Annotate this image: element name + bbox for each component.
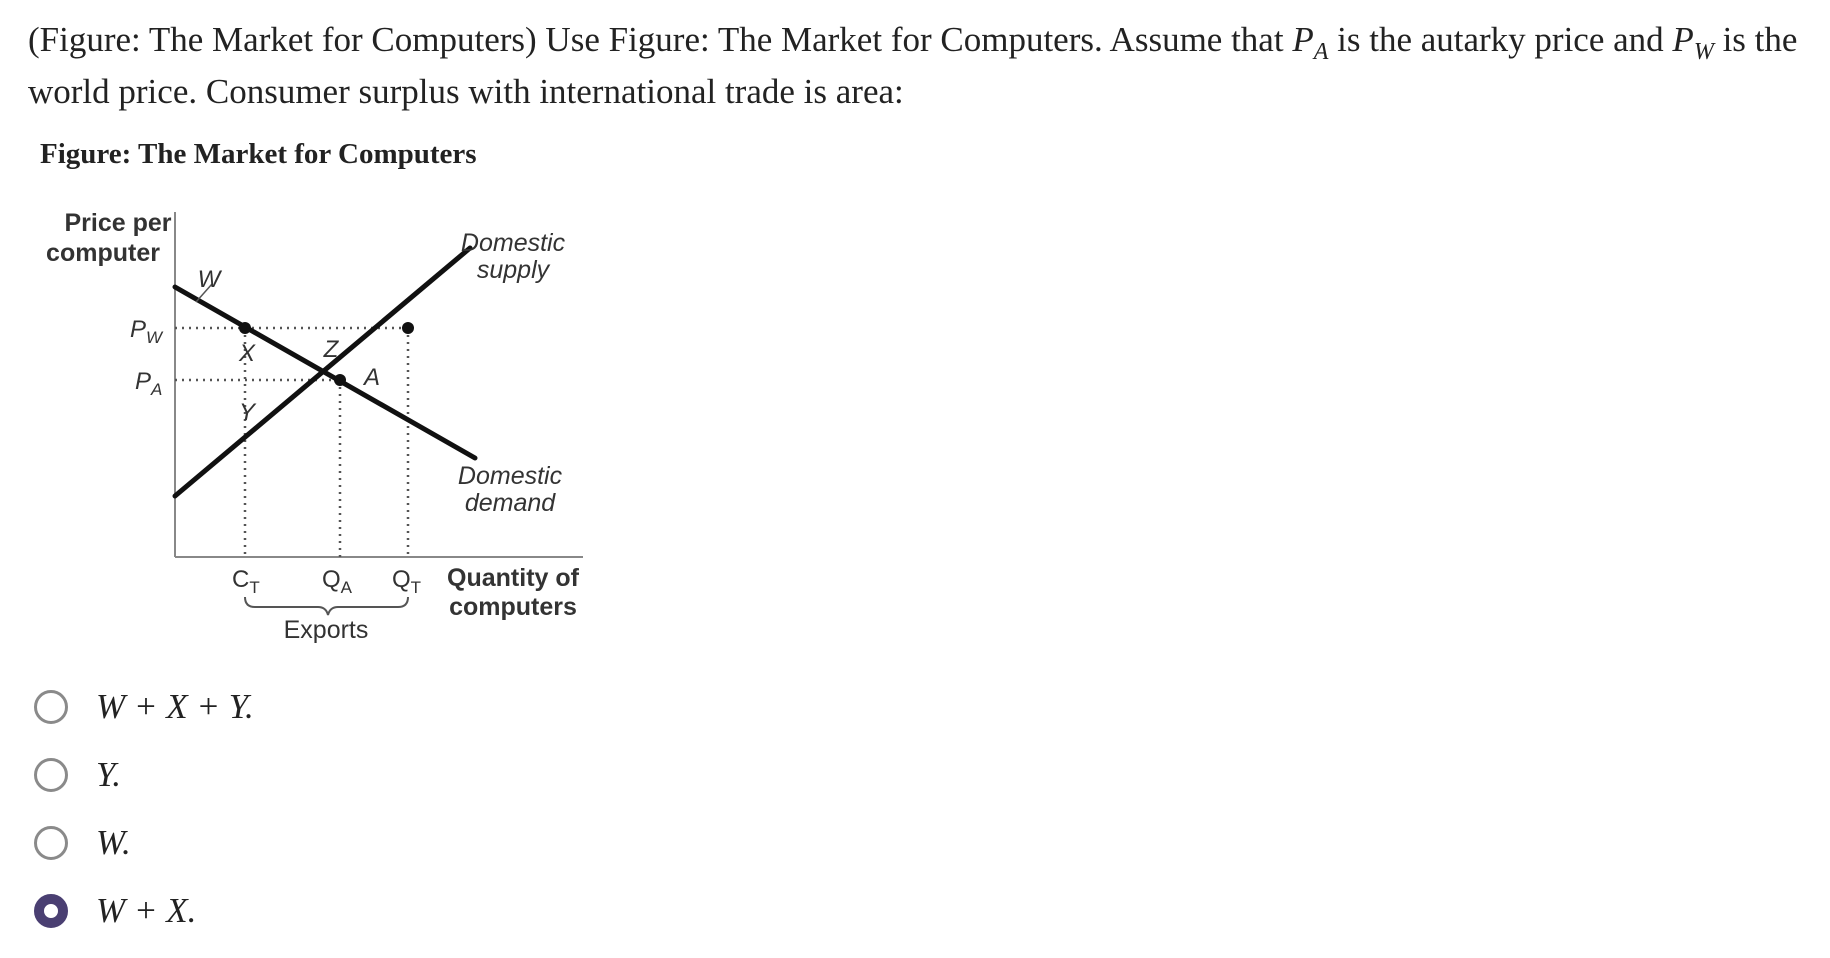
supply-at-world-price-point: [402, 322, 414, 334]
area-y-label: Y: [238, 399, 256, 426]
choice-label: W.: [96, 823, 131, 862]
choice-label: Y.: [96, 755, 122, 794]
y-axis-label-line-1: Price per: [64, 209, 172, 237]
y-axis-label-line-2: computer: [46, 239, 160, 267]
radio-y[interactable]: [34, 758, 68, 792]
tick-pa: $P_A$: [135, 368, 163, 399]
x-axis-label-line-1: Quantity of: [447, 564, 579, 592]
domestic-demand-curve: [175, 287, 475, 458]
demand-at-world-price-point: [239, 322, 251, 334]
question-part-1: (Figure: The Market for Computers) Use Figure: The Market for Computers. Assume that: [28, 20, 1293, 59]
demand-label-line-1: Domestic: [457, 462, 563, 490]
choice-label: W + X + Y.: [96, 687, 254, 726]
dotted-guides: [175, 328, 408, 557]
figure-title: Figure: The Market for Computers: [40, 138, 477, 170]
supply-label-line-1: Domestic: [460, 229, 566, 257]
exports-brace: [245, 597, 408, 615]
radio-w[interactable]: [34, 826, 68, 860]
choice-w-x[interactable]: [34, 886, 434, 936]
world-price-subscript: W: [1693, 39, 1714, 65]
choice-label: W + X.: [96, 891, 197, 930]
choice-y[interactable]: [34, 750, 434, 800]
radio-w-x-y[interactable]: [34, 690, 68, 724]
world-price-symbol: P: [1672, 20, 1694, 59]
area-z-label: Z: [323, 336, 339, 363]
autarky-equilibrium-point: [334, 374, 346, 386]
choice-w[interactable]: [34, 818, 434, 868]
tick-pw: $P_W$: [130, 316, 163, 347]
demand-label-line-2: demand: [464, 489, 556, 517]
question-part-3: is the world price. Consumer surplus with international trade is area:: [28, 20, 1798, 111]
tick-ct: $C_T$: [232, 566, 260, 597]
area-x-label: X: [238, 340, 256, 367]
autarky-price-subscript: A: [1313, 39, 1329, 65]
area-w-label: W: [197, 266, 221, 293]
area-a-label: A: [363, 364, 381, 391]
supply-label-line-2: supply: [476, 256, 550, 284]
tick-qa: $Q_A$: [322, 566, 353, 597]
tick-qt: $Q_T$: [392, 566, 422, 597]
exports-label: Exports: [283, 616, 369, 644]
autarky-price-symbol: P: [1292, 20, 1314, 59]
x-axis-label-line-2: computers: [449, 593, 577, 621]
question-part-2: is the autarky price and: [1328, 20, 1673, 59]
choice-w-x-y[interactable]: [34, 682, 434, 732]
radio-w-x-selected[interactable]: [34, 894, 68, 928]
